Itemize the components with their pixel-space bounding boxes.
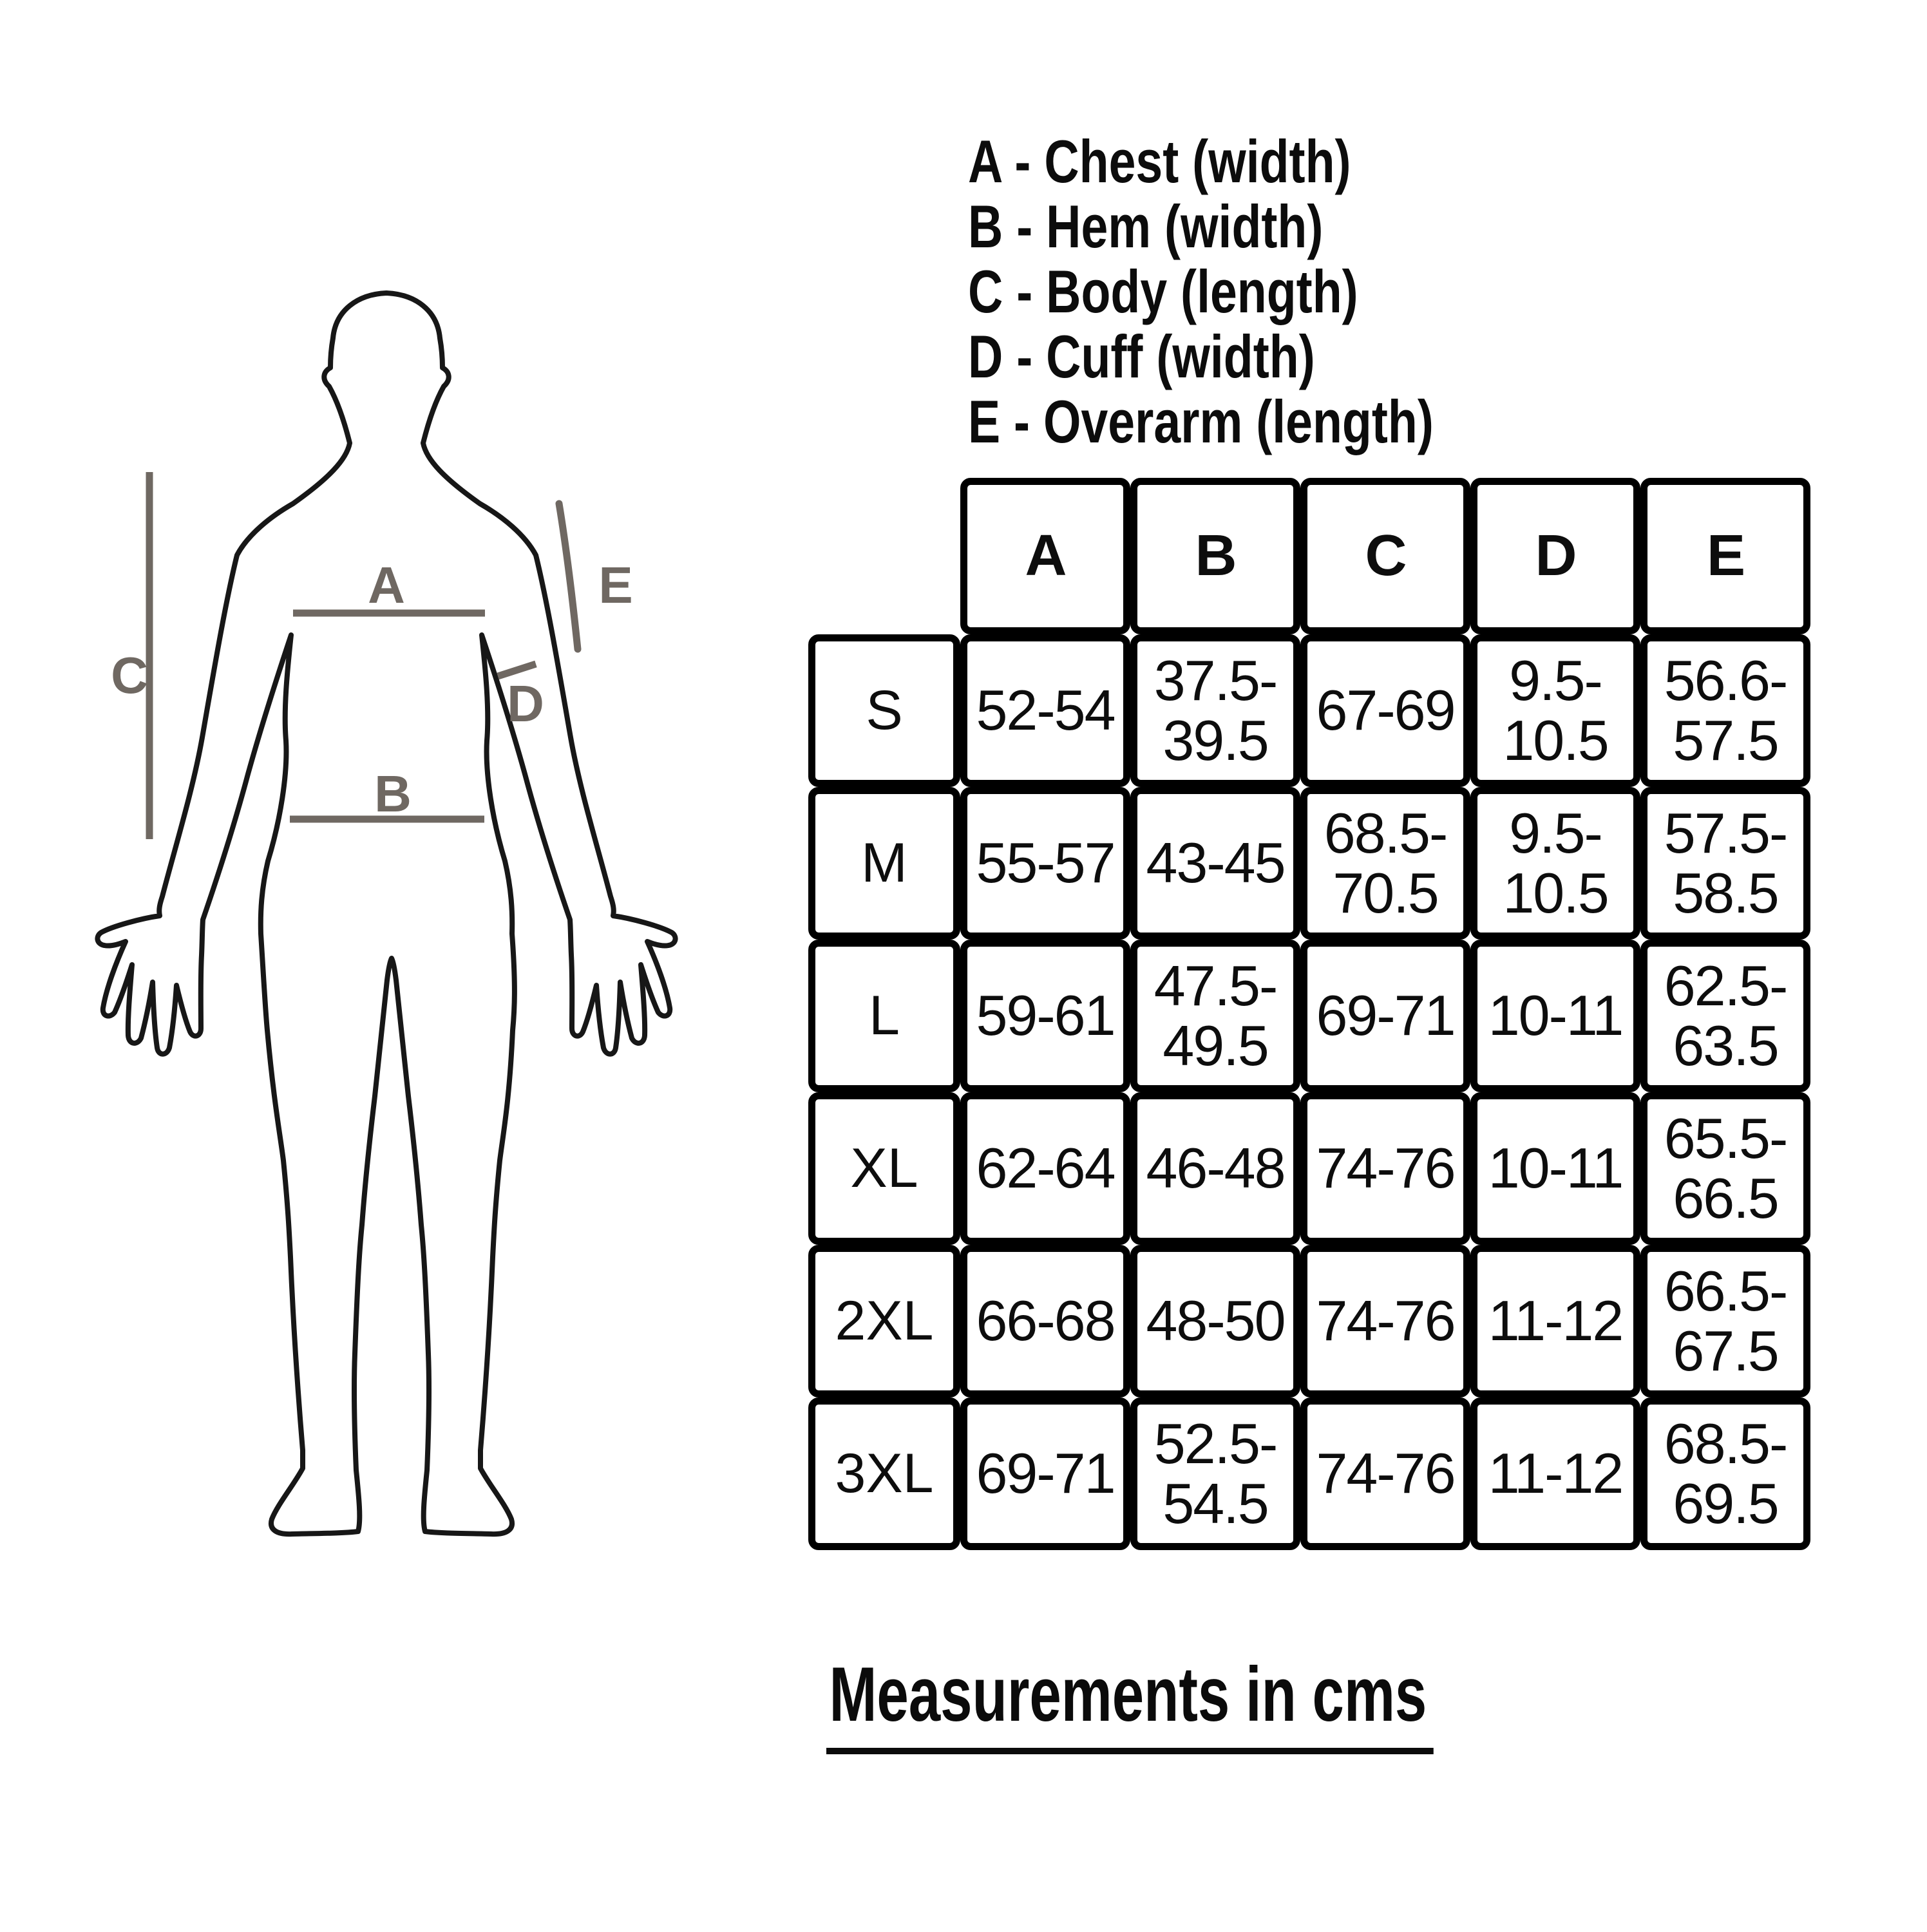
- legend-item-overarm: E - Overarm (length): [968, 388, 1434, 455]
- row-header-L: L: [808, 940, 960, 1092]
- col-header-E: E: [1640, 478, 1810, 634]
- legend-item-body: C - Body (length): [968, 258, 1358, 325]
- body-measurement-diagram: [64, 277, 708, 1546]
- value-2XL-hem: 48-50: [1130, 1245, 1300, 1397]
- row-header-S: S: [808, 634, 960, 787]
- cuff-label: D: [507, 675, 544, 732]
- value-S-cuff: 9.5-10.5: [1470, 634, 1640, 787]
- value-3XL-hem: 52.5-54.5: [1130, 1397, 1300, 1550]
- col-header-C: C: [1300, 478, 1470, 634]
- legend-item-hem: B - Hem (width): [968, 193, 1324, 260]
- body-diagram-svg: [64, 277, 708, 1546]
- value-XL-cuff: 10-11: [1470, 1092, 1640, 1245]
- value-M-chest: 55-57: [960, 787, 1130, 940]
- body-length-label: C: [111, 647, 148, 704]
- value-XL-overarm: 65.5-66.5: [1640, 1092, 1810, 1245]
- value-2XL-cuff: 11-12: [1470, 1245, 1640, 1397]
- table-corner-blank: [808, 478, 960, 634]
- legend-item-chest: A - Chest (width): [968, 128, 1351, 195]
- value-XL-chest: 62-64: [960, 1092, 1130, 1245]
- row-header-3XL: 3XL: [808, 1397, 960, 1550]
- value-M-hem: 43-45: [1130, 787, 1300, 940]
- overarm-label: E: [598, 556, 633, 614]
- value-2XL-overarm: 66.5-67.5: [1640, 1245, 1810, 1397]
- value-2XL-chest: 66-68: [960, 1245, 1130, 1397]
- value-L-cuff: 10-11: [1470, 940, 1640, 1092]
- col-header-B: B: [1130, 478, 1300, 634]
- col-header-A: A: [960, 478, 1130, 634]
- value-S-hem: 37.5-39.5: [1130, 634, 1300, 787]
- row-header-XL: XL: [808, 1092, 960, 1245]
- units-note: Measurements in cms: [826, 1650, 1434, 1754]
- hem-label: B: [374, 765, 412, 822]
- value-M-body: 68.5-70.5: [1300, 787, 1470, 940]
- value-3XL-body: 74-76: [1300, 1397, 1470, 1550]
- value-M-overarm: 57.5-58.5: [1640, 787, 1810, 940]
- value-L-overarm: 62.5-63.5: [1640, 940, 1810, 1092]
- human-silhouette-outline: [97, 293, 675, 1534]
- chest-label: A: [368, 556, 405, 614]
- row-header-2XL: 2XL: [808, 1245, 960, 1397]
- value-L-hem: 47.5-49.5: [1130, 940, 1300, 1092]
- col-header-D: D: [1470, 478, 1640, 634]
- value-3XL-chest: 69-71: [960, 1397, 1130, 1550]
- value-2XL-body: 74-76: [1300, 1245, 1470, 1397]
- measurement-legend: [968, 129, 1434, 454]
- value-S-body: 67-69: [1300, 634, 1470, 787]
- overarm-measure-line: [559, 504, 578, 649]
- value-L-body: 69-71: [1300, 940, 1470, 1092]
- value-L-chest: 59-61: [960, 940, 1130, 1092]
- value-S-overarm: 56.6-57.5: [1640, 634, 1810, 787]
- value-3XL-overarm: 68.5-69.5: [1640, 1397, 1810, 1550]
- size-table: [808, 478, 1810, 1550]
- value-XL-hem: 46-48: [1130, 1092, 1300, 1245]
- value-S-chest: 52-54: [960, 634, 1130, 787]
- legend-item-cuff: D - Cuff (width): [968, 323, 1315, 390]
- value-M-cuff: 9.5-10.5: [1470, 787, 1640, 940]
- value-3XL-cuff: 11-12: [1470, 1397, 1640, 1550]
- row-header-M: M: [808, 787, 960, 940]
- value-XL-body: 74-76: [1300, 1092, 1470, 1245]
